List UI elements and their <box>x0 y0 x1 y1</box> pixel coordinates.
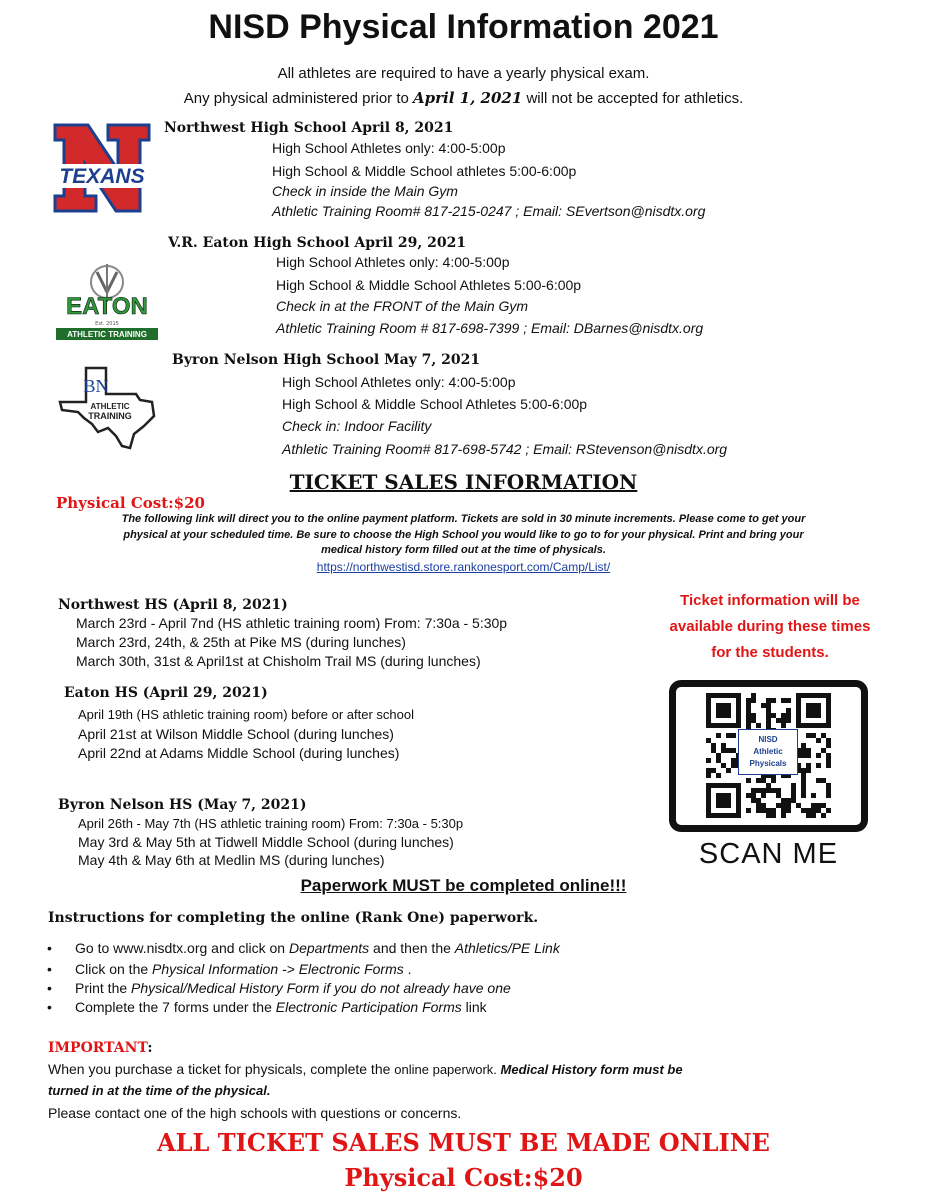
important-line-3: Please contact one of the high schools with questions or concerns. <box>48 1105 462 1121</box>
eaton-hs-only: High School Athletes only: 4:00-5:00p <box>276 254 510 270</box>
sales-eaton-line-1: April 19th (HS athletic training room) before or after school <box>78 707 414 722</box>
sales-byron-nelson-heading: Byron Nelson HS (May 7, 2021) <box>58 797 307 813</box>
sales-eaton-heading: Eaton HS (April 29, 2021) <box>64 685 268 701</box>
byron-nelson-hs-only: High School Athletes only: 4:00-5:00p <box>282 374 516 390</box>
sales-byron-nelson-line-3: May 4th & May 6th at Medlin MS (during lunches) <box>78 852 385 868</box>
paperwork-heading: Paperwork MUST be completed online!!! <box>300 876 627 895</box>
page-title: NISD Physical Information 2021 <box>208 8 719 46</box>
byron-nelson-athletic-training-logo <box>56 362 158 452</box>
sales-byron-nelson-line-1: April 26th - May 7th (HS athletic training room) From: 7:30a - 5:30p <box>78 816 464 831</box>
intro-line-1: All athletes are required to have a yearly physical exam. <box>277 65 650 82</box>
bn-initials: BN <box>83 376 109 396</box>
northwest-checkin: Check in inside the Main Gym <box>272 183 458 199</box>
eaton-logo-text: EATON <box>66 293 148 320</box>
instruction-step-3: • Print the Physical/Medical History Form if you do not already have one <box>75 980 511 996</box>
ticket-note-2: physical at your scheduled time. Be sure to choose the High School you would like to go to for your physical. Print and bring your <box>123 529 804 541</box>
payment-link[interactable]: https://northwestisd.store.rankonesport.com/Camp/List/ <box>316 560 611 574</box>
footer-online-sales: ALL TICKET SALES MUST BE MADE ONLINE <box>157 1128 770 1157</box>
qr-label-1: NISD <box>758 735 778 744</box>
eaton-logo-est: Est. 2015 <box>95 321 119 327</box>
sales-northwest-line-3: March 30th, 31st & April1st at Chisholm Trail MS (during lunches) <box>76 653 481 669</box>
important-label: IMPORTANT: <box>48 1040 153 1056</box>
qr-label-2: Athletic <box>753 747 783 756</box>
eaton-contact: Athletic Training Room # 817-698-7399 ; Email: DBarnes@nisdtx.org <box>276 320 704 336</box>
scan-me-label: SCAN ME <box>698 838 839 870</box>
instruction-step-4: • Complete the 7 forms under the Electronic Participation Forms link <box>75 999 487 1015</box>
sales-eaton-line-2: April 21st at Wilson Middle School (during lunches) <box>78 726 394 742</box>
sales-byron-nelson-line-2: May 3rd & May 5th at Tidwell Middle School (during lunches) <box>78 834 454 850</box>
northwest-heading: Northwest High School April 8, 2021 <box>164 120 454 136</box>
ticket-note-1: The following link will direct you to the online payment platform. Tickets are sold in 30 minute increments. Please come to get your <box>121 513 806 525</box>
bn-logo-text-2: TRAINING <box>88 411 132 421</box>
ticket-info-line-1: Ticket information will be <box>680 592 860 609</box>
important-line-1: When you purchase a ticket for physicals, complete the online paperwork. Medical History form must be <box>48 1061 683 1077</box>
ticket-info-line-2: available during these times <box>669 618 871 635</box>
eaton-checkin: Check in at the FRONT of the Main Gym <box>276 298 529 314</box>
important-line-2: turned in at the time of the physical. <box>48 1083 271 1098</box>
ticket-info-line-3: for the students. <box>711 644 829 661</box>
byron-nelson-contact: Athletic Training Room# 817-698-5742 ; Email: RStevenson@nisdtx.org <box>282 441 728 457</box>
eaton-heading: V.R. Eaton High School April 29, 2021 <box>168 235 467 251</box>
byron-nelson-heading: Byron Nelson High School May 7, 2021 <box>172 352 481 368</box>
sales-northwest-line-2: March 23rd, 24th, & 25th at Pike MS (during lunches) <box>76 634 406 650</box>
qr-code-frame[interactable] <box>669 680 868 832</box>
northwest-texans-logo <box>52 122 152 214</box>
footer-physical-cost: Physical Cost:$20 <box>344 1163 583 1192</box>
physical-cost-label: Physical Cost:$20 <box>56 494 205 512</box>
ticket-sales-heading: TICKET SALES INFORMATION <box>289 470 638 494</box>
instruction-step-1: • Go to www.nisdtx.org and click on Departments and then the Athletics/PE Link <box>75 940 560 956</box>
instructions-heading: Instructions for completing the online (Rank One) paperwork. <box>48 910 539 926</box>
sales-northwest-heading: Northwest HS (April 8, 2021) <box>58 597 288 613</box>
sales-northwest-line-1: March 23rd - April 7nd (HS athletic training room) From: 7:30a - 5:30p <box>76 615 508 631</box>
northwest-hs-only: High School Athletes only: 4:00-5:00p <box>272 140 506 156</box>
eaton-logo-sub: ATHLETIC TRAINING <box>67 330 147 339</box>
byron-nelson-checkin: Check in: Indoor Facility <box>282 418 432 434</box>
qr-label-3: Physicals <box>749 759 787 768</box>
northwest-contact: Athletic Training Room# 817-215-0247 ; Email: SEvertson@nisdtx.org <box>272 203 706 219</box>
texans-logo-text: TEXANS <box>59 165 145 188</box>
intro-line-2: Any physical administered prior to April 1, 2021 will not be accepted for athletics. <box>183 89 744 107</box>
ticket-note-3: medical history form filled out at the time of physicals. <box>321 544 606 556</box>
eaton-hs-ms: High School & Middle School Athletes 5:00-6:00p <box>276 277 582 293</box>
eaton-athletic-training-logo <box>52 262 162 344</box>
cutoff-date: April 1, 2021 <box>413 89 523 107</box>
sales-eaton-line-3: April 22nd at Adams Middle School (during lunches) <box>78 745 400 761</box>
qr-label-box <box>738 729 798 775</box>
byron-nelson-hs-ms: High School & Middle School Athletes 5:00-6:00p <box>282 396 588 412</box>
northwest-hs-ms: High School & Middle School athletes 5:00-6:00p <box>272 163 577 179</box>
instruction-step-2: • Click on the Physical Information -> Electronic Forms . <box>75 961 412 977</box>
bn-logo-text-1: ATHLETIC <box>90 402 130 411</box>
